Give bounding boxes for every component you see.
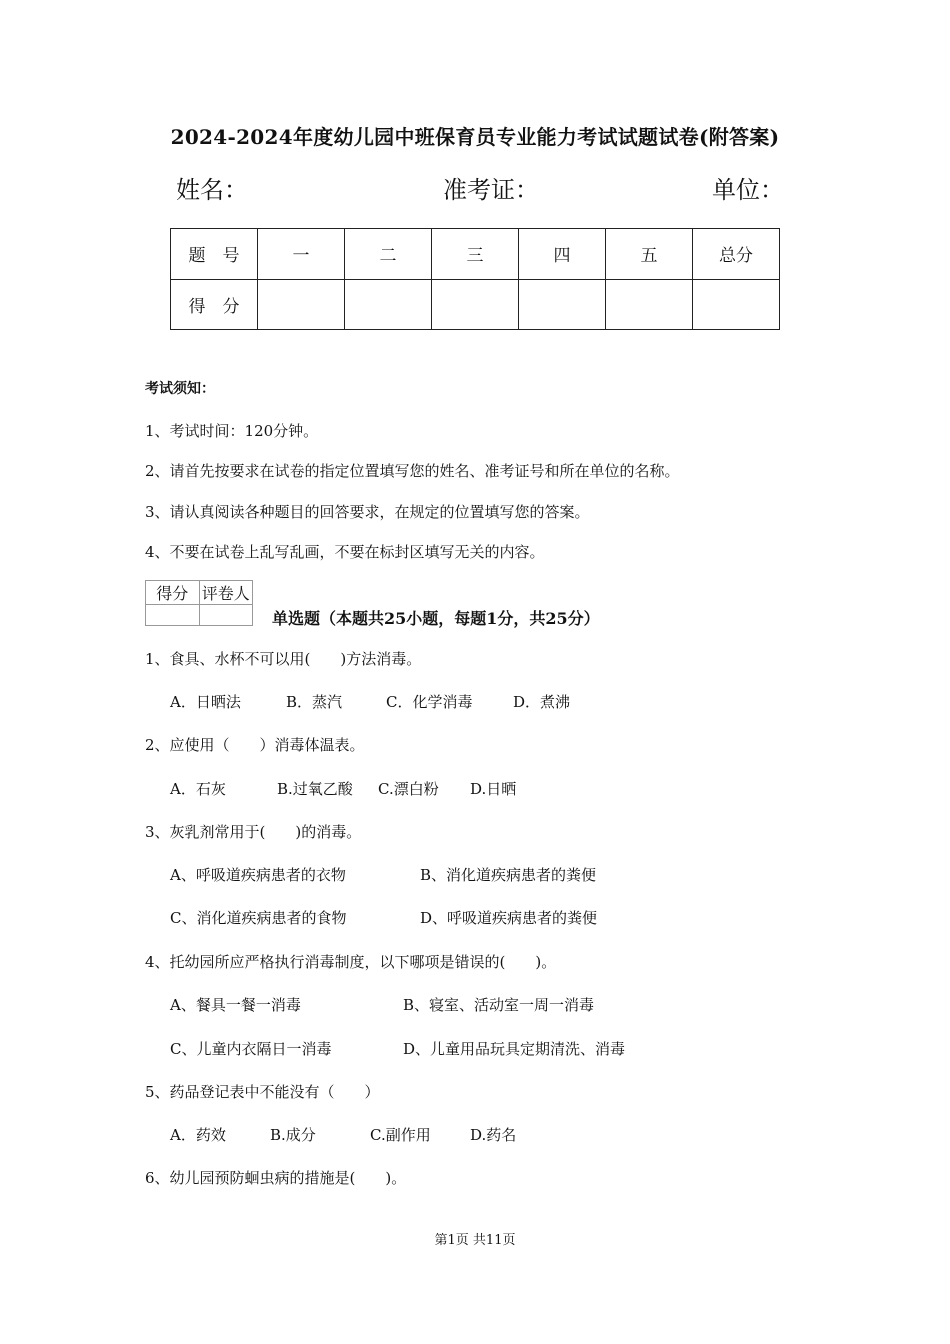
score-cell[interactable] — [519, 279, 606, 330]
question-stem: 6、幼儿园预防蛔虫病的措施是( )。 — [145, 1169, 407, 1187]
question-option: C.漂白粉 — [378, 780, 439, 798]
section-title: 单选题（本题共25小题，每题1分，共25分） — [272, 609, 600, 628]
score-cell[interactable] — [258, 279, 345, 330]
notice-item: 3、请认真阅读各种题目的回答要求，在规定的位置填写您的答案。 — [145, 503, 590, 521]
name-field-label: 姓名： — [176, 176, 248, 204]
question-stem: 3、灰乳剂常用于( )的消毒。 — [145, 823, 362, 841]
grader-score-cell[interactable] — [146, 605, 200, 626]
score-table-header-cell: 总分 — [693, 229, 780, 280]
grader-score-label: 得分 — [146, 581, 200, 605]
score-cell[interactable] — [345, 279, 432, 330]
notice-item: 4、不要在试卷上乱写乱画，不要在标封区填写无关的内容。 — [145, 543, 545, 561]
document-title: 2024-2024年度幼儿园中班保育员专业能力考试试题试卷(附答案) — [170, 125, 780, 149]
score-cell[interactable] — [606, 279, 693, 330]
question-stem: 5、药品登记表中不能没有（ ） — [145, 1083, 380, 1101]
grader-box — [145, 580, 253, 626]
question-option: D、儿童用品玩具定期清洗、消毒 — [403, 1040, 626, 1058]
question-option: D．煮沸 — [513, 693, 571, 711]
score-table-header-row — [171, 229, 780, 280]
score-table — [170, 228, 780, 330]
question-option: B.过氧乙酸 — [277, 780, 353, 798]
question-option: A、呼吸道疾病患者的衣物 — [170, 866, 346, 884]
question-option: B、寝室、活动室一周一消毒 — [403, 996, 595, 1014]
question-option: C．化学消毒 — [386, 693, 473, 711]
score-cell[interactable] — [432, 279, 519, 330]
question-option: D、呼吸道疾病患者的粪便 — [420, 909, 598, 927]
question-option: A．药效 — [170, 1126, 226, 1144]
notice-item: 2、请首先按要求在试卷的指定位置填写您的姓名、准考证号和所在单位的名称。 — [145, 462, 680, 480]
question-option: D.药名 — [470, 1126, 517, 1144]
question-option: B.成分 — [270, 1126, 316, 1144]
question-option: C、消化道疾病患者的食物 — [170, 909, 347, 927]
score-row-label: 得 分 — [171, 279, 258, 330]
question-option: D.日晒 — [470, 780, 517, 798]
score-table-score-row — [171, 279, 780, 330]
notice-heading: 考试须知： — [145, 381, 215, 397]
score-table-header-cell: 四 — [519, 229, 606, 280]
score-cell[interactable] — [693, 279, 780, 330]
question-option: A．日晒法 — [170, 693, 241, 711]
question-option: B、消化道疾病患者的粪便 — [420, 866, 597, 884]
question-option: C、儿童内衣隔日一消毒 — [170, 1040, 332, 1058]
score-table-header-cell: 二 — [345, 229, 432, 280]
score-table-header-cell: 一 — [258, 229, 345, 280]
score-table-header-cell: 三 — [432, 229, 519, 280]
grader-reviewer-label: 评卷人 — [199, 581, 253, 605]
grader-reviewer-cell[interactable] — [199, 605, 253, 626]
unit-field-label: 单位： — [712, 176, 784, 204]
page-footer: 第1页 共11页 — [434, 1233, 516, 1248]
question-stem: 1、食具、水杯不可以用( )方法消毒。 — [145, 650, 422, 668]
question-option: A、餐具一餐一消毒 — [170, 996, 301, 1014]
question-option: B．蒸汽 — [286, 693, 343, 711]
score-table-header-cell: 题 号 — [171, 229, 258, 280]
question-stem: 2、应使用（ ）消毒体温表。 — [145, 736, 365, 754]
notice-item: 1、考试时间：120分钟。 — [145, 422, 319, 440]
question-stem: 4、托幼园所应严格执行消毒制度，以下哪项是错误的( )。 — [145, 953, 557, 971]
question-option: A．石灰 — [170, 780, 226, 798]
question-option: C.副作用 — [370, 1126, 431, 1144]
score-table-header-cell: 五 — [606, 229, 693, 280]
exam-id-field-label: 准考证： — [443, 176, 539, 204]
